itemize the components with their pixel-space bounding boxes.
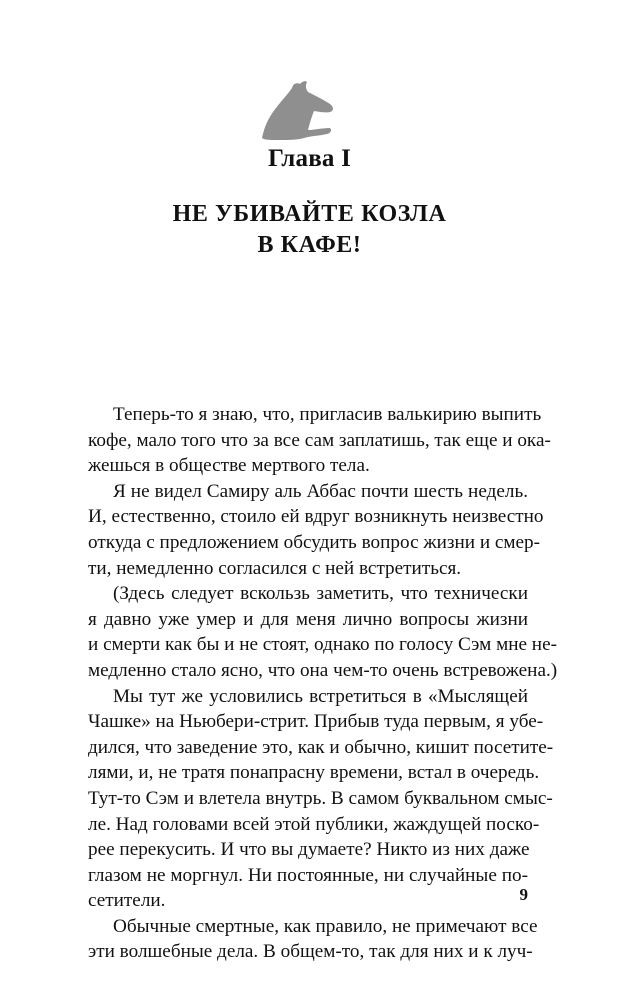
chapter-label: Глава I <box>268 145 351 172</box>
text-line: и смерти как бы и не стоят, однако по голосу Сэм мне не- <box>88 634 557 656</box>
text-line: рее перекусить. И что вы думаете? Никто из них даже <box>88 839 530 861</box>
text-line: я давно уже умер и для меня лично вопросы жизни <box>88 608 528 630</box>
text-line: Тут-то Сэм и влетела внутрь. В самом буквальном смыс- <box>88 787 553 809</box>
text-line: лями, и, не тратя понапрасну времени, встал в очередь. <box>88 762 540 784</box>
chapter-title <box>0 199 619 261</box>
text-line: медленно стало ясно, что она чем-то очень встревожена.) <box>88 659 558 681</box>
text-line: сетители. <box>88 890 166 912</box>
text-line: эти волшебные дела. В общем-то, так для них и к луч- <box>88 941 533 963</box>
text-line: кофе, мало того что за все сам заплатишь, так еще и ока- <box>88 429 551 451</box>
text-line: Обычные смертные, как правило, не примечают все <box>113 915 538 937</box>
text-line: Мы тут же условились встретиться в «Мыслящей <box>113 685 528 707</box>
text-line: Теперь-то я знаю, что, пригласив валькирию выпить <box>113 404 542 425</box>
text-line: (Здесь следует вскользь заметить, что технически <box>113 583 528 605</box>
text-line: глазом не моргнул. Ни постоянные, ни случайные по- <box>88 864 528 886</box>
text-line: жешься в обществе мертвого тела. <box>88 455 370 477</box>
text-line: ти, немедленно согласился с ней встретиться. <box>88 557 462 579</box>
text-line: дился, что заведение это, как и обычно, кишит посетите- <box>88 736 554 758</box>
page-number: 9 <box>519 885 528 904</box>
text-line: Чашке» на Ньюбери-стрит. Прибыв туда первым, я убе- <box>88 711 544 733</box>
body-text <box>88 402 558 965</box>
text-line: Я не видел Самиру аль Аббас почти шесть недель. <box>113 480 528 502</box>
chapter-title-line-1: НЕ УБИВАЙТЕ КОЗЛА <box>172 201 447 227</box>
chapter-title-line-2: В КАФЕ! <box>257 232 362 258</box>
text-line: И, естественно, стоило ей вдруг возникнуть неизвестно <box>88 506 544 528</box>
wolf-head-icon <box>258 78 338 142</box>
wolf-head-shape <box>262 81 333 140</box>
text-line: откуда с предложением обсудить вопрос жизни и смер- <box>88 531 541 553</box>
text-line: ле. Над головами всей этой публики, жаждущей поско- <box>88 813 540 835</box>
